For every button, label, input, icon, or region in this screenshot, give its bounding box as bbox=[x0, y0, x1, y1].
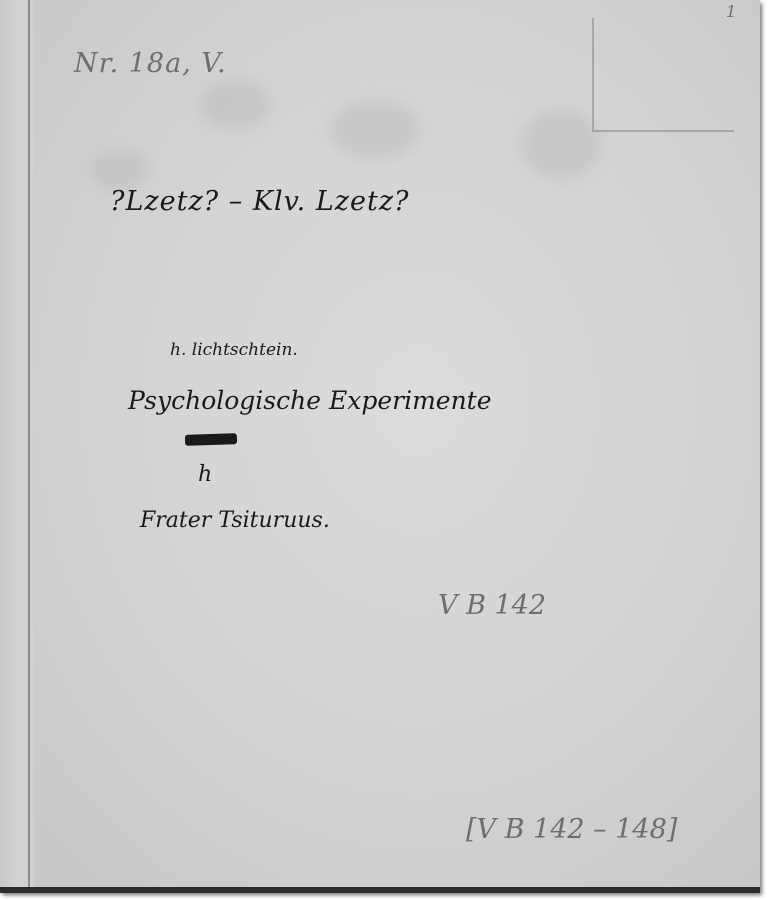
paper-stain bbox=[330, 100, 420, 160]
author-line: Frater Tsituruus. bbox=[140, 508, 330, 533]
paper-stain bbox=[200, 80, 270, 130]
struck-out-word bbox=[185, 433, 237, 446]
page-number: 1 bbox=[726, 2, 737, 21]
archive-signature: V B 142 bbox=[438, 590, 547, 621]
shelf-reference: Nr. 18a, V. bbox=[74, 48, 227, 79]
paper-stain bbox=[520, 110, 600, 180]
pasted-label-outline bbox=[592, 18, 734, 132]
sheet-bottom-edge bbox=[0, 887, 760, 893]
connector-word: h bbox=[198, 462, 213, 487]
spine-fold-line bbox=[28, 0, 30, 892]
archive-range: [V B 142 – 148] bbox=[466, 814, 678, 845]
subtitle-line-2: Psychologische Experimente bbox=[128, 386, 492, 415]
paper-stain bbox=[90, 150, 150, 190]
subtitle-line-1: h. lichtschtein. bbox=[170, 340, 298, 360]
document-title: ?Lzetz? – Klv. Lzetz? bbox=[110, 186, 410, 217]
